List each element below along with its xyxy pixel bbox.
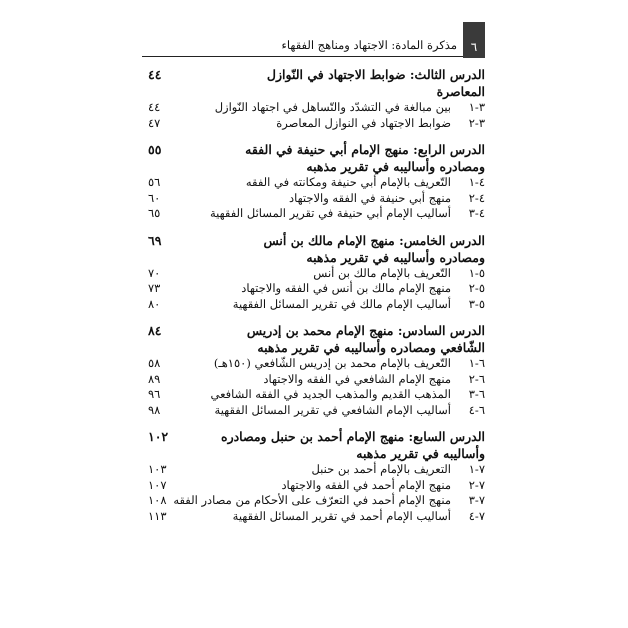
item-title: منهج الإمام أحمد في الفقه والاجتهاد bbox=[281, 477, 451, 492]
item-page-number: ٤٤ bbox=[148, 100, 161, 114]
toc-lesson-5 bbox=[148, 232, 485, 313]
lesson-page-number: ٥٥ bbox=[148, 142, 162, 157]
toc-item bbox=[148, 100, 485, 116]
toc-item bbox=[148, 206, 485, 222]
item-number: ٤-٣ bbox=[468, 206, 485, 220]
table-of-contents bbox=[148, 66, 485, 534]
item-page-number: ٤٧ bbox=[148, 115, 161, 130]
page-number: ٦ bbox=[463, 22, 485, 58]
toc-item bbox=[148, 478, 485, 494]
toc-lesson-6 bbox=[148, 322, 485, 418]
item-number: ٧-٤ bbox=[468, 508, 485, 523]
item-number: ٦-٣ bbox=[468, 387, 485, 401]
item-page-number: ١٠٧ bbox=[148, 477, 167, 492]
item-title: ضوابط الاجتهاد في النوازل المعاصرة bbox=[276, 115, 451, 130]
item-title: منهج الإمام مالك بن أنس في الفقه والاجتهاد bbox=[241, 281, 451, 295]
item-number: ٧-١ bbox=[468, 462, 485, 476]
toc-item bbox=[148, 266, 485, 282]
lesson-page-number: ٦٩ bbox=[148, 232, 162, 248]
lesson-title: الدرس السادس: منهج الإمام محمد بن إدريس الشّافعي ومصادره وأساليبه في تقرير مذهبه bbox=[246, 323, 485, 355]
lesson-title: الدرس السابع: منهج الإمام أحمد بن حنبل ومصادره وأساليبه في تقرير مذهبه bbox=[221, 429, 485, 461]
toc-item bbox=[148, 387, 485, 403]
item-title: المذهب القديم والمذهب الجديد في الفقه الشافعي bbox=[210, 387, 451, 401]
toc-item bbox=[148, 403, 485, 419]
lesson-page-number: ١٠٢ bbox=[148, 429, 169, 444]
toc-item bbox=[148, 297, 485, 313]
lesson-heading bbox=[148, 428, 485, 462]
item-title: منهج الإمام أحمد في التعرّف على الأحكام من مصادر الفقه bbox=[173, 493, 451, 507]
item-page-number: ٧٣ bbox=[148, 281, 161, 295]
item-title: التعريف بالإمام أحمد بن حنبل bbox=[311, 462, 451, 476]
item-title: أساليب الإمام الشافعي في تقرير المسائل الفقهية bbox=[214, 402, 451, 417]
item-title: أساليب الإمام مالك في تقرير المسائل الفقهية bbox=[232, 296, 451, 311]
toc-lesson-4 bbox=[148, 141, 485, 222]
item-number: ٥-٢ bbox=[468, 281, 485, 295]
item-page-number: ٩٦ bbox=[148, 387, 161, 401]
item-title: بين مبالغة في التشدّد والتّساهل في اجتهاد النّوازل bbox=[214, 100, 451, 114]
toc-item bbox=[148, 356, 485, 372]
item-title: التّعريف بالإمام أبي حنيفة ومكانته في الفقه bbox=[245, 175, 451, 189]
item-page-number: ٨٠ bbox=[148, 296, 161, 311]
lesson-heading bbox=[148, 141, 485, 175]
item-number: ٤-١ bbox=[468, 175, 485, 189]
toc-item bbox=[148, 462, 485, 478]
item-page-number: ١١٣ bbox=[148, 508, 167, 523]
lesson-page-number: ٨٤ bbox=[148, 323, 162, 338]
item-number: ٥-٣ bbox=[468, 296, 485, 311]
page-header bbox=[142, 22, 485, 58]
toc-lesson-3 bbox=[148, 66, 485, 131]
lesson-title: الدرس الخامس: منهج الإمام مالك بن أنس ومصادره وأساليبه في تقرير مذهبه bbox=[263, 232, 485, 265]
toc-item bbox=[148, 372, 485, 388]
item-page-number: ٥٦ bbox=[148, 175, 161, 189]
item-number: ٦-٢ bbox=[468, 371, 485, 386]
item-number: ٣-٢ bbox=[468, 115, 485, 130]
toc-item bbox=[148, 509, 485, 525]
item-number: ٧-٢ bbox=[468, 477, 485, 492]
item-page-number: ٥٨ bbox=[148, 356, 161, 370]
toc-item bbox=[148, 493, 485, 509]
item-number: ٦-١ bbox=[468, 356, 485, 370]
lesson-heading bbox=[148, 66, 485, 100]
item-page-number: ٨٩ bbox=[148, 371, 161, 386]
item-page-number: ١٠٨ bbox=[148, 493, 167, 507]
item-page-number: ٦٠ bbox=[148, 190, 161, 205]
item-number: ٦-٤ bbox=[468, 402, 485, 417]
item-page-number: ٧٠ bbox=[148, 265, 161, 280]
item-number: ٣-١ bbox=[468, 100, 485, 114]
lesson-page-number: ٤٤ bbox=[148, 67, 162, 82]
item-number: ٥-١ bbox=[468, 265, 485, 280]
lesson-heading bbox=[148, 322, 485, 356]
header-rule bbox=[142, 56, 463, 57]
toc-item bbox=[148, 116, 485, 132]
toc-item bbox=[148, 175, 485, 191]
lesson-title: الدرس الرابع: منهج الإمام أبي حنيفة في الفقه ومصادره وأساليبه في تقرير مذهبه bbox=[245, 142, 485, 174]
item-title: أساليب الإمام أحمد في تقرير المسائل الفقهية bbox=[232, 508, 451, 523]
toc-item bbox=[148, 281, 485, 297]
item-title: أساليب الإمام أبي حنيفة في تقرير المسائل الفقهية bbox=[209, 206, 451, 220]
item-page-number: ١٠٣ bbox=[148, 462, 167, 476]
running-title: مذكرة المادة: الاجتهاد ومناهج الفقهاء bbox=[281, 38, 457, 52]
lesson-heading bbox=[148, 232, 485, 266]
item-title: منهج أبي حنيفة في الفقه والاجتهاد bbox=[288, 190, 451, 205]
item-page-number: ٩٨ bbox=[148, 402, 161, 417]
item-title: منهج الإمام الشافعي في الفقه والاجتهاد bbox=[263, 371, 451, 386]
item-page-number: ٦٥ bbox=[148, 206, 161, 220]
item-number: ٧-٣ bbox=[468, 493, 485, 507]
toc-lesson-7 bbox=[148, 428, 485, 524]
toc-item bbox=[148, 191, 485, 207]
lesson-title: الدرس الثالث: ضوابط الاجتهاد في النّوازل المعاصرة bbox=[266, 67, 485, 99]
item-title: التّعريف بالإمام مالك بن أنس bbox=[313, 265, 451, 280]
item-title: التّعريف بالإمام محمد بن إدريس الشّافعي (١٥٠هـ) bbox=[213, 356, 451, 370]
item-number: ٤-٢ bbox=[468, 190, 485, 205]
